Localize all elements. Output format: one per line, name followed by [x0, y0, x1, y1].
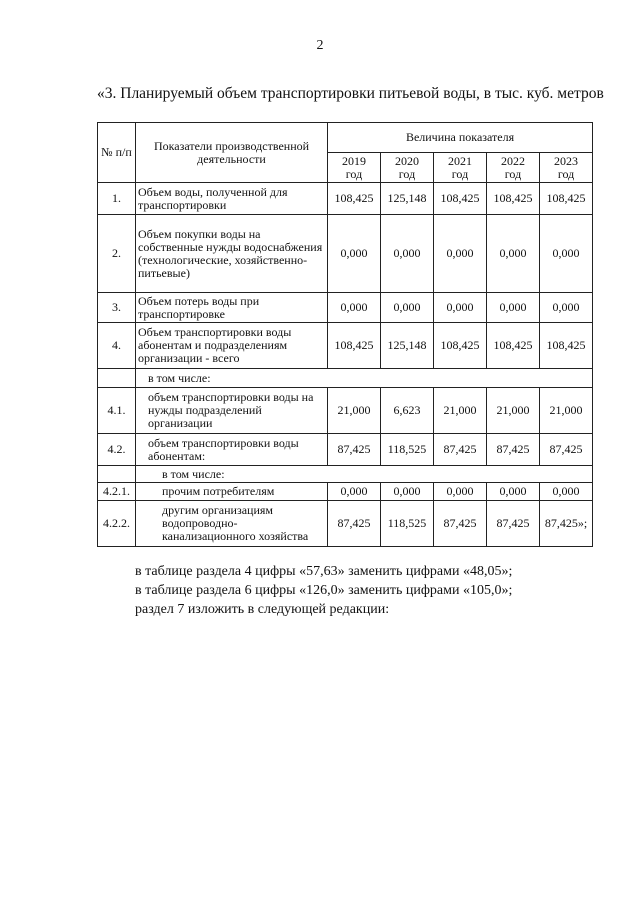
- row-value: 87,425: [434, 434, 487, 466]
- row-value: 0,000: [434, 483, 487, 501]
- row-value: 0,000: [540, 215, 593, 293]
- row-value: 0,000: [434, 215, 487, 293]
- row-value: 21,000: [328, 388, 381, 434]
- table-row: [98, 501, 593, 547]
- row-value: 87,425: [540, 434, 593, 466]
- table-row: [98, 434, 593, 466]
- year-cell: 2023 год: [540, 153, 593, 183]
- transport-volume-table: [97, 122, 593, 547]
- header-num: № п/п: [98, 123, 136, 183]
- row-value: 21,000: [540, 388, 593, 434]
- row-value: 0,000: [328, 293, 381, 323]
- row-value: 87,425: [328, 434, 381, 466]
- row-value: 0,000: [328, 483, 381, 501]
- row-label: в том числе:: [136, 466, 593, 483]
- table-row: [98, 183, 593, 215]
- row-value: 108,425: [328, 183, 381, 215]
- row-value: 0,000: [540, 293, 593, 323]
- amendment-text: [135, 562, 512, 619]
- row-value: 118,525: [381, 434, 434, 466]
- row-num: [98, 466, 136, 483]
- year-cell: 2021 год: [434, 153, 487, 183]
- table-row: [98, 369, 593, 388]
- row-value: 21,000: [434, 388, 487, 434]
- row-value: 87,425»;: [540, 501, 593, 547]
- row-value: 108,425: [434, 323, 487, 369]
- row-num: [98, 369, 136, 388]
- row-value: 0,000: [487, 483, 540, 501]
- table-row: [98, 466, 593, 483]
- row-label: в том числе:: [136, 369, 593, 388]
- row-num: 3.: [98, 293, 136, 323]
- row-label: объем транспортировки воды на нужды подразделений организации: [136, 388, 328, 434]
- table-row: [98, 483, 593, 501]
- row-label: Объем транспортировки воды абонентам и подразделениям организации - всего: [136, 323, 328, 369]
- row-value: 0,000: [381, 483, 434, 501]
- row-value: 125,148: [381, 183, 434, 215]
- table-row: [98, 215, 593, 293]
- table-row: [98, 323, 593, 369]
- row-num: 4.2.2.: [98, 501, 136, 547]
- row-value: 21,000: [487, 388, 540, 434]
- year-cell: 2020 год: [381, 153, 434, 183]
- row-num: 4.2.: [98, 434, 136, 466]
- row-label: прочим потребителям: [136, 483, 328, 501]
- year-cell: 2019 год: [328, 153, 381, 183]
- row-value: 118,525: [381, 501, 434, 547]
- row-value: 108,425: [328, 323, 381, 369]
- row-value: 0,000: [381, 215, 434, 293]
- table-row: [98, 293, 593, 323]
- table-header-row: [98, 123, 593, 153]
- row-num: 1.: [98, 183, 136, 215]
- row-value: 108,425: [434, 183, 487, 215]
- header-indicator: Показатели производственной деятельности: [136, 123, 328, 183]
- row-value: 108,425: [487, 323, 540, 369]
- row-value: 0,000: [540, 483, 593, 501]
- row-value: 0,000: [487, 215, 540, 293]
- row-label: Объем покупки воды на собственные нужды водоснабжения (технологические, хозяйственно-питьевые): [136, 215, 328, 293]
- row-value: 0,000: [487, 293, 540, 323]
- amendment-line: раздел 7 изложить в следующей редакции:: [135, 602, 390, 617]
- row-value: 87,425: [328, 501, 381, 547]
- row-label: объем транспортировки воды абонентам:: [136, 434, 328, 466]
- row-value: 0,000: [328, 215, 381, 293]
- row-label: Объем воды, полученной для транспортировки: [136, 183, 328, 215]
- row-label: другим организациям водопроводно-канализационного хозяйства: [136, 501, 328, 547]
- row-value: 108,425: [540, 323, 593, 369]
- row-value: 6,623: [381, 388, 434, 434]
- amendment-line: в таблице раздела 4 цифры «57,63» заменить цифрами «48,05»;: [135, 564, 513, 579]
- section-heading: «3. Планируемый объем транспортировки питьевой воды, в тыс. куб. метров: [97, 85, 604, 102]
- row-num: 4.2.1.: [98, 483, 136, 501]
- row-label: Объем потерь воды при транспортировке: [136, 293, 328, 323]
- table-row: [98, 388, 593, 434]
- row-num: 2.: [98, 215, 136, 293]
- row-value: 87,425: [487, 501, 540, 547]
- row-num: 4.: [98, 323, 136, 369]
- row-value: 108,425: [540, 183, 593, 215]
- year-cell: 2022 год: [487, 153, 540, 183]
- row-value: 125,148: [381, 323, 434, 369]
- page-number: 2: [316, 38, 324, 53]
- row-value: 0,000: [434, 293, 487, 323]
- row-num: 4.1.: [98, 388, 136, 434]
- amendment-line: в таблице раздела 6 цифры «126,0» заменить цифрами «105,0»;: [135, 583, 513, 598]
- row-value: 87,425: [487, 434, 540, 466]
- row-value: 0,000: [381, 293, 434, 323]
- row-value: 87,425: [434, 501, 487, 547]
- row-value: 108,425: [487, 183, 540, 215]
- header-value: Величина показателя: [328, 123, 593, 153]
